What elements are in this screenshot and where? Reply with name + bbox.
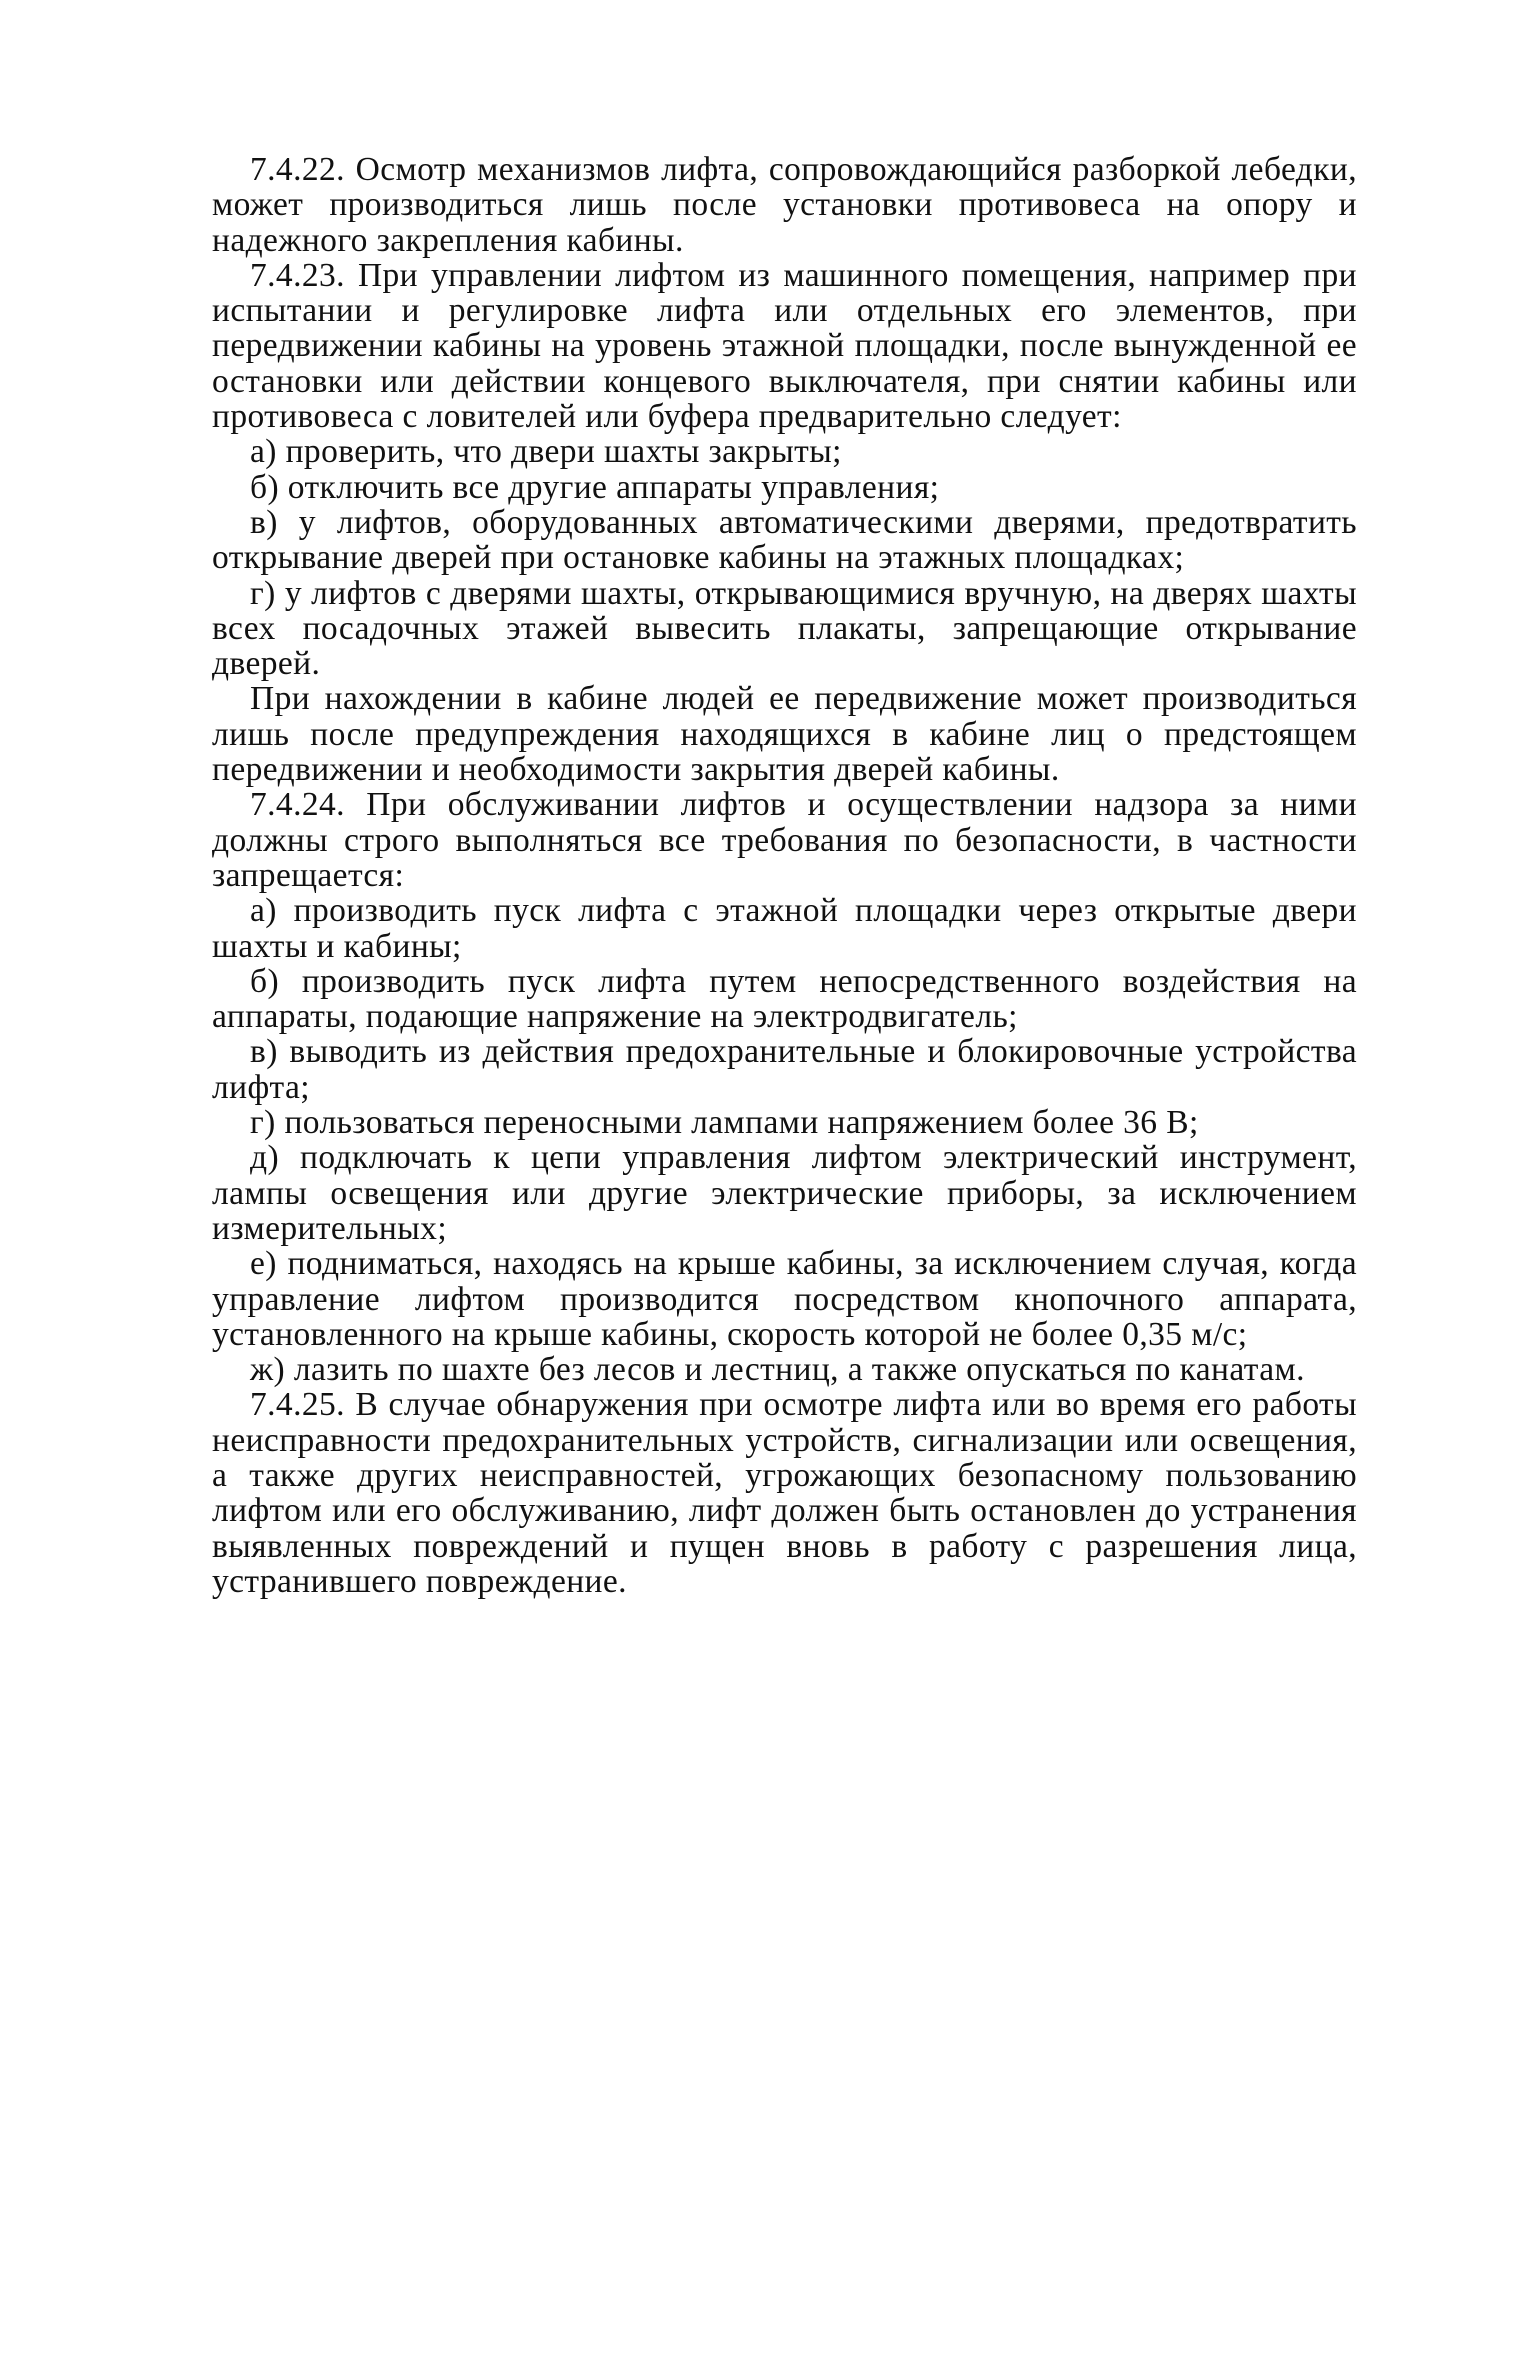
paragraph-7-4-23-intro: 7.4.23. При управлении лифтом из машинного помещения, например при испытании и регулировке лифта или отдельных его элементов, при передвижении кабины на уровень этажной площадки, после вынужденной ее остановки или действии концевого выключателя, при снятии кабины или противовеса с ловителей или буфера предварительно следует:	[212, 256, 1357, 436]
list-item-7-4-24-g: г) пользоваться переносными лампами напряжением более 36 В;	[250, 1104, 1199, 1142]
paragraph-7-4-24-intro: 7.4.24. При обслуживании лифтов и осуществлении надзора за ними должны строго выполняться все требования по безопасности, в частности запрещается:	[212, 786, 1357, 894]
list-item-7-4-24-e: е) подниматься, находясь на крыше кабины, за исключением случая, когда управление лифтом производится посредством кнопочного аппарата, установленного на крыше кабины, скорость которой не более 0,35 м/с;	[212, 1245, 1357, 1353]
list-item-7-4-24-v: в) выводить из действия предохранительные и блокировочные устройства лифта;	[212, 1033, 1357, 1106]
paragraph-7-4-25: 7.4.25. В случае обнаружения при осмотре лифта или во время его работы неисправности предохранительных устройств, сигнализации или освещения, а также других неисправностей, угрожающих безопасному пользованию лифтом или его обслуживанию, лифт должен быть остановлен до устранения выявленных повреждений и пущен вновь в работу с разрешения лица, устранившего повреждение.	[212, 1386, 1357, 1600]
list-item-7-4-24-a: а) производить пуск лифта с этажной площадки через открытые двери шахты и кабины;	[212, 892, 1357, 965]
paragraph-7-4-23-note: При нахождении в кабине людей ее передвижение может производиться лишь после предупреждения находящихся в кабине лиц о предстоящем передвижении и необходимости закрытия дверей кабины.	[212, 680, 1357, 789]
list-item-7-4-23-b: б) отключить все другие аппараты управления;	[250, 468, 940, 506]
list-item-7-4-24-d: д) подключать к цепи управления лифтом электрический инструмент, лампы освещения или другие электрические приборы, за исключением измерительных;	[212, 1139, 1357, 1247]
document-page	[212, 152, 1357, 1599]
list-item-7-4-23-v: в) у лифтов, оборудованных автоматическими дверями, предотвратить открывание дверей при остановке кабины на этажных площадках;	[212, 503, 1357, 577]
list-item-7-4-24-zh: ж) лазить по шахте без лесов и лестниц, а также опускаться по канатам.	[250, 1351, 1305, 1389]
paragraph-7-4-22: 7.4.22. Осмотр механизмов лифта, сопровождающийся разборкой лебедки, может производиться лишь после установки противовеса на опору и надежного закрепления кабины.	[212, 151, 1357, 259]
list-item-7-4-23-g: г) у лифтов с дверями шахты, открывающимися вручную, на дверях шахты всех посадочных этажей вывесить плакаты, запрещающие открывание дверей.	[212, 574, 1357, 683]
list-item-7-4-24-b: б) производить пуск лифта путем непосредственного воздействия на аппараты, подающие напряжение на электродвигатель;	[212, 962, 1357, 1036]
list-item-7-4-23-a: а) проверить, что двери шахты закрыты;	[250, 433, 842, 471]
